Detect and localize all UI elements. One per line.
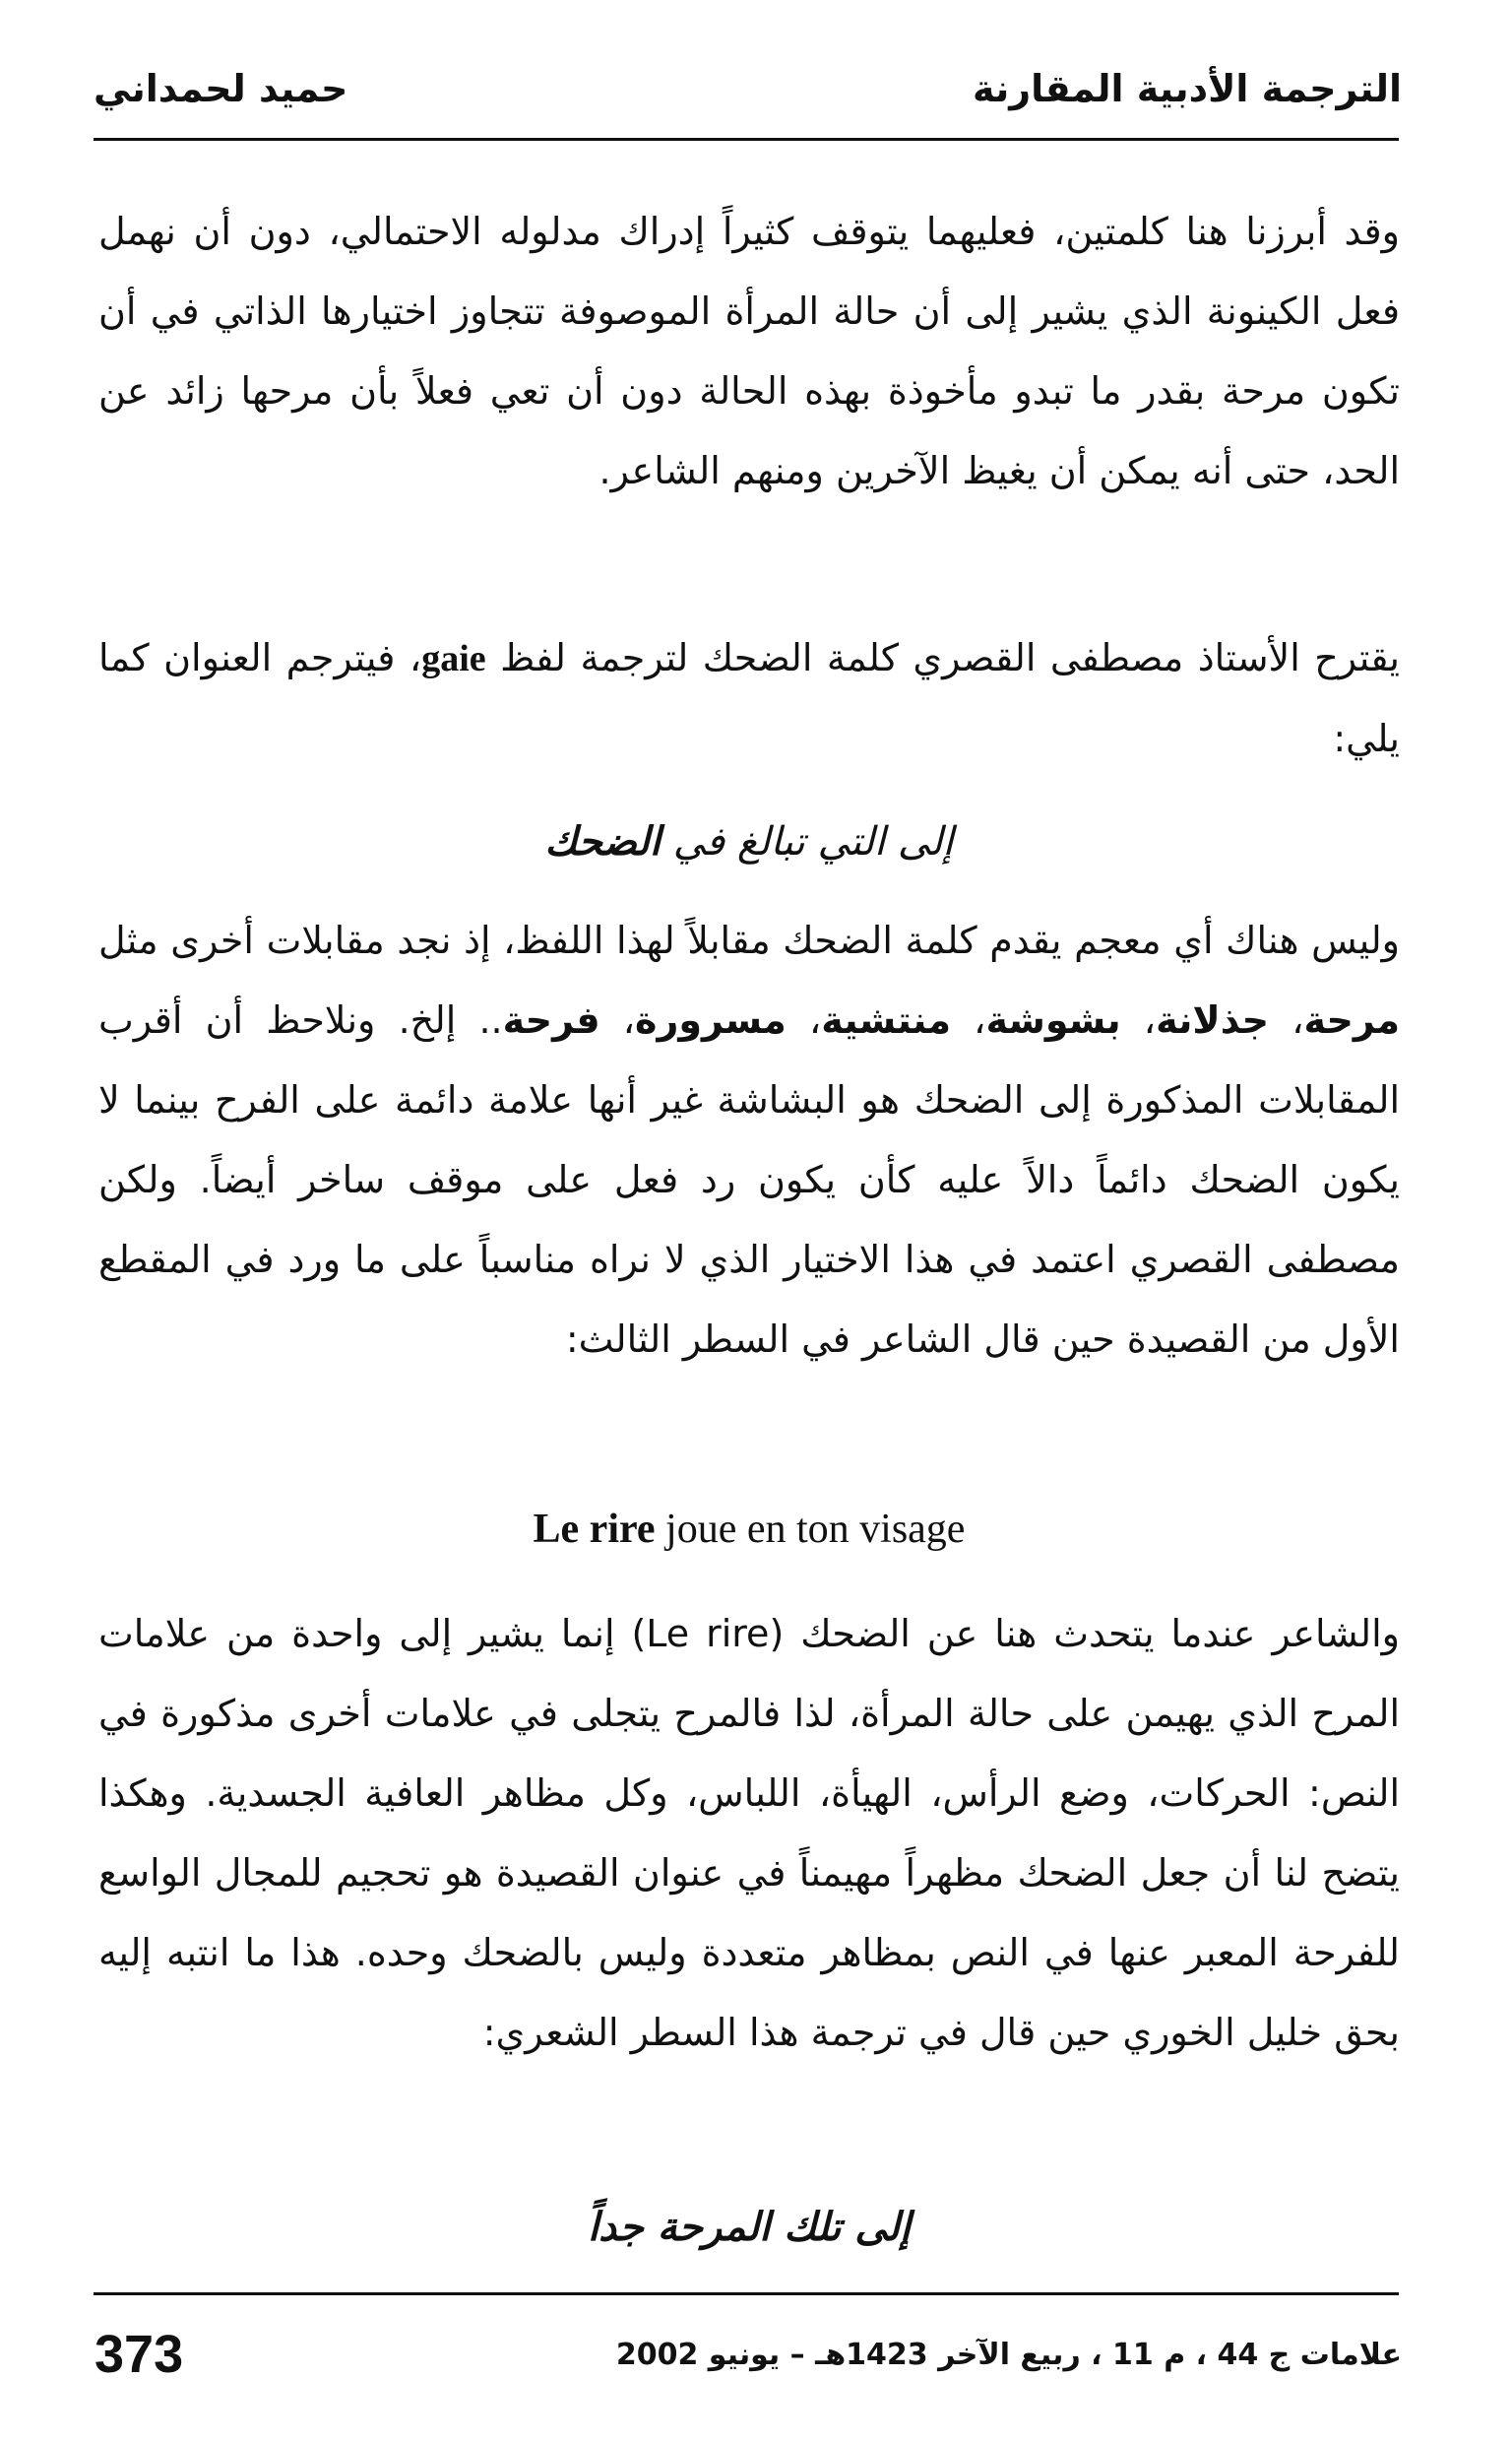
verse-2-bold: Le rire	[533, 1507, 656, 1552]
word-separator: ،	[951, 998, 986, 1042]
footer-citation: علامات ج 44 ، م 11 ، ربيع الآخر 1423هـ – يونيو 2002	[615, 2338, 1402, 2372]
verse-1-plain: إلى التي تبالغ في	[660, 819, 954, 865]
paragraph-2-before: يقترح الأستاذ مصطفى القصري كلمة الضحك لترجمة لفظ	[485, 636, 1400, 679]
equivalent-word: فرحة	[502, 998, 600, 1042]
equivalent-word: مسرورة	[635, 998, 787, 1042]
term-gaie: gaie	[421, 638, 486, 679]
equivalent-word: جذلانة	[1156, 998, 1270, 1042]
running-header-title: الترجمة الأدبية المقارنة	[972, 67, 1402, 110]
paragraph-2	[98, 618, 1400, 779]
equivalent-word: منتشية	[821, 998, 952, 1042]
verse-1	[98, 803, 1400, 881]
verse-3: إلى تلك المرحة جداً	[587, 2204, 911, 2250]
verse-1-bold: الضحك	[544, 818, 661, 865]
verse-2	[98, 1490, 1400, 1569]
paragraph-3	[98, 901, 1400, 1380]
word-separator: ،	[786, 998, 822, 1042]
paragraph-1: وقد أبرزنا هنا كلمتين، فعليهما يتوقف كثيراً إدراك مدلوله الاحتمالي، دون أن نهمل فعل الكينونة الذي يشير إلى أن حالة المرأة الموصوفة تتجاوز اختيارها الذاتي في أن تكون مرحة بقدر ما تبدو مأخوذة بهذه الحالة دون أن تعي فعلاً بأن مرحها زائد عن الحد، حتى أنه يمكن أن يغيظ الآخرين ومنهم الشاعر.	[98, 210, 1400, 492]
paragraph-4: والشاعر عندما يتحدث هنا عن الضحك (Le rire) إنما يشير إلى واحدة من علامات المرح الذي يهيمن على حالة المرأة، لذا فالمرح يتجلى في علامات أخرى مذكورة في النص: الحركات، وضع الرأس، الهيأة، اللباس، وكل مظاهر العافية الجسدية. وهكذا يتضح لنا أن جعل الضحك مظهراً مهيمناً في عنوان القصيدة هو تحجيم للمجال الواسع للفرحة المعبر عنها في النص بمظاهر متعددة وليس بالضحك وحده. هذا ما انتبه إليه بحق خليل الخوري حين قال في ترجمة هذا السطر الشعري:	[98, 1612, 1401, 2054]
page-number: 373	[94, 2325, 184, 2384]
paragraph-2-after: ، فيترجم العنوان كما يلي:	[98, 636, 1400, 760]
paragraph-3-intro: وليس هناك أي معجم يقدم كلمة الضحك مقابلاً لهذا اللفظ، إذ نجد مقابلات أخرى مثل	[98, 919, 1400, 962]
word-separator: ،	[1269, 998, 1304, 1042]
paragraph-3-rest: .. إلخ. ونلاحظ أن أقرب المقابلات المذكورة إلى الضحك هو البشاشة غير أنها علامة دائمة على الفرح بينما لا يكون الضحك دائماً دالاً عليه كأن يكون رد فعل على موقف ساخر أيضاً. ولكن مصطفى القصري اعتمد في هذا الاختيار الذي لا نراه مناسباً على ما ورد في المقطع الأول من القصيدة حين قال الشاعر في السطر الثالث:	[98, 998, 1400, 1361]
running-header-author: حميد لحمداني	[94, 67, 348, 110]
verse-2-rest: joue en ton visage	[655, 1507, 966, 1552]
header-rule	[94, 138, 1399, 141]
equivalent-word: مرحة	[1303, 998, 1401, 1042]
equivalent-word: بشوشة	[985, 998, 1121, 1042]
word-separator: ،	[599, 998, 636, 1042]
word-separator: ،	[1120, 998, 1157, 1042]
footer-rule	[94, 2292, 1399, 2295]
